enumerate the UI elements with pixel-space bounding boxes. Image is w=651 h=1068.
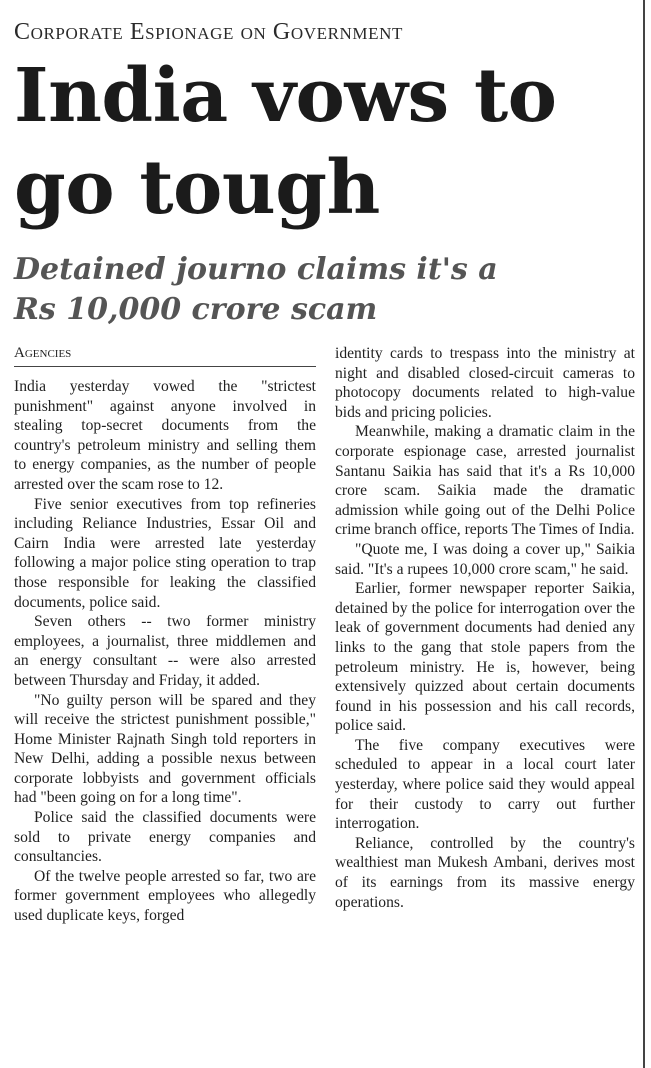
headline-line-2: go tough bbox=[14, 145, 380, 231]
subheadline-line-2: Rs 10,000 crore scam bbox=[14, 292, 378, 327]
paragraph: Seven others -- two former ministry employees, a journalist, three middlemen and an energy consultant -- were also arrested between Thursday and Friday, it added. bbox=[14, 613, 316, 689]
paragraph: Earlier, former newspaper reporter Saikia, detained by the police for interrogation over the leak of government documents had denied any links to the gang that stole papers from the petroleum ministry. He is, however, being extensively quizzed about certain documents found in his possession and his call records, police said. bbox=[335, 580, 635, 735]
article-column-left bbox=[14, 377, 316, 926]
byline: Agencies bbox=[14, 344, 316, 367]
section-kicker: Corporate Espionage on Government bbox=[14, 19, 403, 45]
article-column-right bbox=[335, 344, 635, 912]
paragraph: The five company executives were scheduled to appear in a local court later yesterday, where police said they would appeal for their custody to carry out further interrogation. bbox=[335, 736, 635, 833]
paragraph: Reliance, controlled by the country's wealthiest man Mukesh Ambani, derives most of its earnings from its massive energy operations. bbox=[335, 834, 635, 911]
paragraph: Police said the classified documents were sold to private energy companies and consultancies. bbox=[14, 809, 316, 866]
subheadline bbox=[14, 250, 498, 330]
paragraph: India yesterday vowed the "strictest punishment" against anyone involved in stealing top-secret documents from the country's petroleum ministry and selling them to energy companies, as the number of people arrested over the scam rose to 12. bbox=[14, 378, 316, 493]
paragraph: Of the twelve people arrested so far, two are former government employees who allegedly used duplicate keys, forged bbox=[14, 867, 316, 925]
paragraph: Five senior executives from top refineries including Reliance Industries, Essar Oil and Cairn India were arrested late yesterday following a major police sting operation to trap those responsible for leaking the classified documents, police said. bbox=[14, 495, 316, 611]
headline bbox=[14, 50, 557, 234]
paragraph: "Quote me, I was doing a cover up," Saikia said. "It's a rupees 10,000 crore scam," he said. bbox=[335, 540, 635, 578]
headline-line-1: India vows to bbox=[14, 53, 557, 139]
subheadline-line-1: Detained journo claims it's a bbox=[14, 252, 498, 287]
paragraph-continued: identity cards to trespass into the ministry at night and disabled closed-circuit cameras to photocopy documents related to high-value bids and pricing policies. bbox=[335, 345, 635, 421]
paragraph: Meanwhile, making a dramatic claim in the corporate espionage case, arrested journalist Santanu Saikia has said that it's a Rs 10,000 crore scam. Saikia made the dramatic admission while going out of the Delhi Police crime branch office, reports The Times of India. bbox=[335, 423, 635, 539]
paragraph: "No guilty person will be spared and they will receive the strictest punishment possible," Home Minister Rajnath Singh told reporters in New Delhi, adding a possible nexus between corporate lobbyists and government officials had "been going on for a long time". bbox=[14, 691, 316, 807]
column-rule-right bbox=[643, 0, 645, 1068]
